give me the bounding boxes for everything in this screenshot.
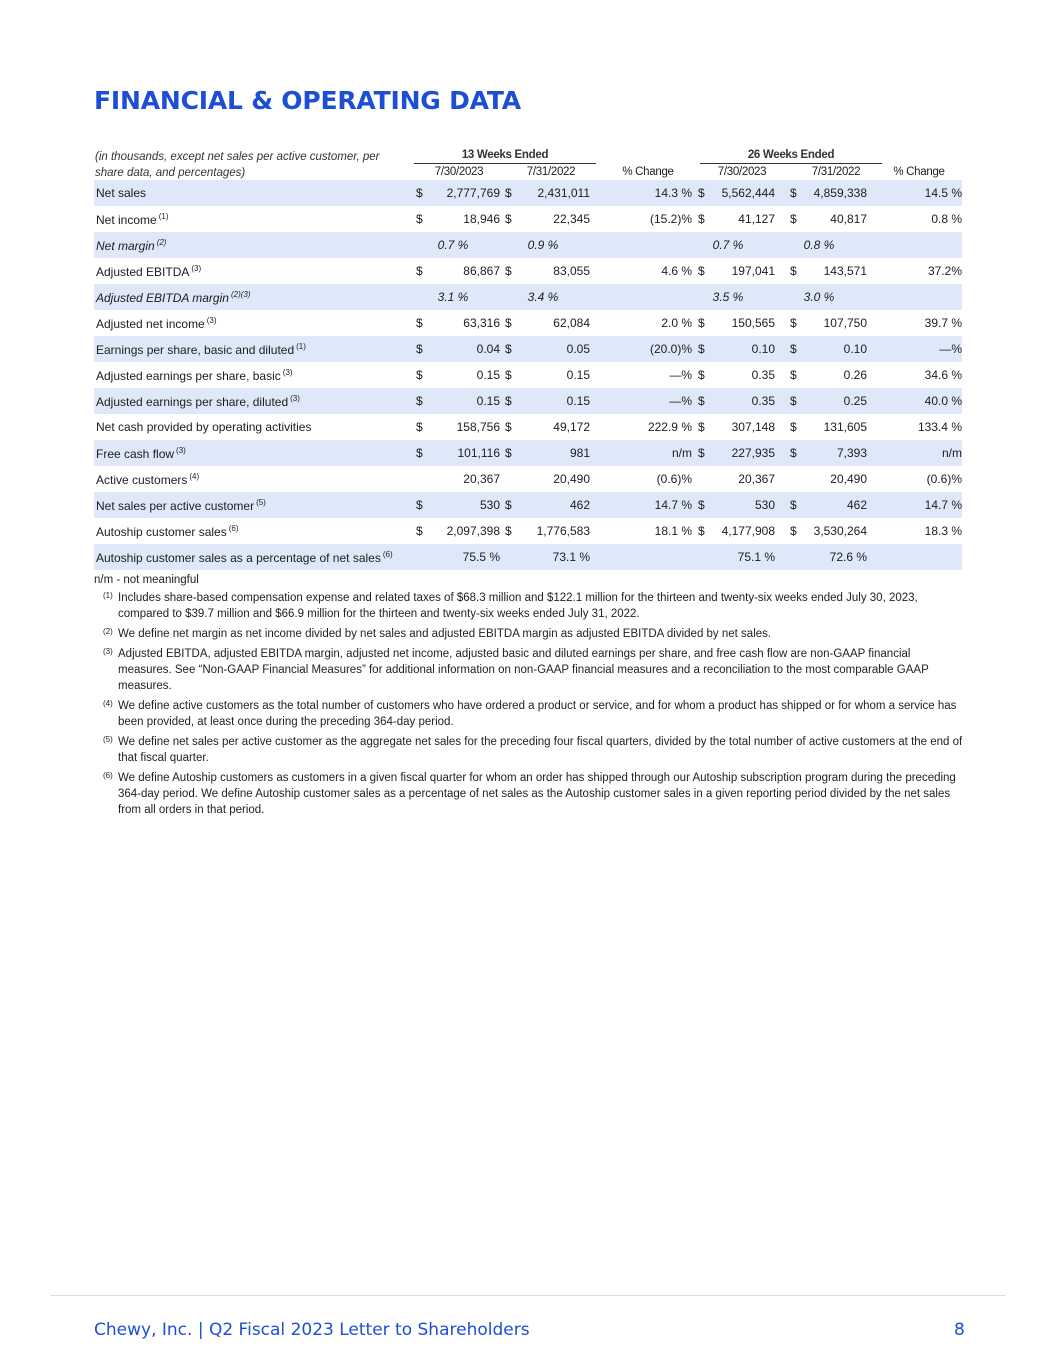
row-label-text: Active customers [96, 473, 188, 487]
footnote-text: We define Autoship customers as customers in a given fiscal quarter for whom an order has shipped through our Autoship subscription program during the preceding 364-day period. We define Autoship customer sales as a percentage of net sales as the Autoship customer sales in a given reporting period divided by the net sales from all orders in that period. [118, 772, 956, 816]
currency-symbol: $ [505, 368, 512, 382]
col-13-2022: 7/31/2022 [526, 166, 576, 178]
value-cell: 3.1 % [437, 290, 469, 304]
table-row [94, 336, 962, 362]
value-cell: 41,127 [738, 212, 775, 226]
percent-change-cell: (15.2)% [649, 212, 692, 226]
footnote-ref: (3) [282, 368, 293, 377]
currency-symbol: $ [790, 342, 797, 356]
percent-change-cell: 133.4 % [917, 420, 962, 434]
value-cell: 307,148 [731, 420, 775, 434]
table-row [94, 258, 962, 284]
percent-change-cell: 37.2% [927, 264, 962, 278]
percent-change-cell: 4.6 % [661, 264, 692, 278]
currency-symbol: $ [790, 368, 797, 382]
table-unit-note: (in thousands, except net sales per active customer, per share data, and percentages) [95, 151, 380, 179]
footnote-ref: (2) [156, 238, 167, 247]
currency-symbol: $ [416, 212, 423, 226]
percent-change-cell: —% [669, 368, 692, 382]
row-label-text: Adjusted earnings per share, diluted [96, 395, 289, 409]
footnote-ref: (5) [256, 498, 266, 507]
value-cell: 49,172 [553, 420, 590, 434]
value-cell: 0.05 [566, 342, 590, 356]
table-row [94, 284, 962, 310]
currency-symbol: $ [505, 394, 512, 408]
currency-symbol: $ [698, 446, 705, 460]
row-label-text: Net margin [96, 239, 155, 253]
value-cell: 20,367 [738, 472, 775, 486]
currency-symbol: $ [505, 342, 512, 356]
footnote-mark: (2) [103, 627, 113, 636]
value-cell: 227,935 [731, 446, 775, 460]
footnote-mark: (5) [103, 735, 113, 744]
value-cell: 63,316 [463, 316, 500, 330]
row-label-text: Net cash provided by operating activities [96, 420, 312, 434]
footnote-mark: (4) [103, 699, 113, 708]
percent-change-cell: 14.5 % [924, 186, 962, 200]
table-row [94, 310, 962, 336]
currency-symbol: $ [698, 186, 705, 200]
value-cell: 0.10 [843, 342, 867, 356]
footnote-text: We define active customers as the total number of customers who have ordered a product or service, and for whom a product has shipped or for whom a service has been provided, at least once during the preceding 364-day period. [118, 700, 957, 728]
footnote-item [94, 590, 964, 622]
currency-symbol: $ [505, 264, 512, 278]
value-cell: 530 [479, 498, 500, 512]
percent-change-cell: 40.0 % [924, 394, 962, 408]
group-26-underline [700, 163, 882, 164]
currency-symbol: $ [790, 446, 797, 460]
footer-divider [50, 1295, 1006, 1296]
percent-change-cell: 34.6 % [924, 368, 962, 382]
row-label-text: Adjusted EBITDA [96, 265, 190, 279]
currency-symbol: $ [416, 394, 423, 408]
currency-symbol: $ [790, 394, 797, 408]
value-cell: 62,084 [553, 316, 590, 330]
footnote-mark: (1) [103, 591, 113, 600]
percent-change-cell: n/m [941, 446, 962, 460]
row-label-text: Autoship customer sales [96, 525, 227, 539]
value-cell: 73.1 % [552, 550, 590, 564]
row-label-text: Net sales [96, 186, 147, 200]
currency-symbol: $ [416, 498, 423, 512]
footnote-text: We define net margin as net income divided by net sales and adjusted EBITDA margin as adjusted EBITDA divided by net sales. [118, 628, 772, 640]
currency-symbol: $ [698, 394, 705, 408]
col-13-change: % Change [622, 166, 674, 178]
value-cell: 107,750 [823, 316, 867, 330]
currency-symbol: $ [505, 524, 512, 538]
value-cell: 462 [569, 498, 590, 512]
value-cell: 143,571 [823, 264, 867, 278]
currency-symbol: $ [416, 368, 423, 382]
row-label [96, 498, 266, 513]
value-cell: 0.9 % [527, 238, 559, 252]
row-label-text: Adjusted net income [96, 317, 205, 331]
row-label [96, 368, 293, 383]
currency-symbol: $ [790, 420, 797, 434]
value-cell: 20,490 [830, 472, 867, 486]
group-26-weeks: 26 Weeks Ended [747, 149, 835, 161]
currency-symbol: $ [698, 368, 705, 382]
row-label-text: Adjusted earnings per share, basic [96, 369, 281, 383]
percent-change-cell: 14.3 % [654, 186, 692, 200]
row-label-text: Free cash flow [96, 447, 175, 461]
table-row [94, 544, 962, 570]
currency-symbol: $ [416, 524, 423, 538]
footnote-ref: (3) [191, 264, 202, 273]
col-26-2022: 7/31/2022 [811, 166, 861, 178]
value-cell: 0.35 [751, 394, 775, 408]
footnote-ref: (6) [228, 524, 239, 533]
percent-change-cell: 0.8 % [931, 212, 962, 226]
value-cell: 0.7 % [437, 238, 469, 252]
row-label-text: Earnings per share, basic and diluted [96, 343, 295, 357]
row-label [96, 472, 199, 487]
footnotes [94, 572, 964, 822]
value-cell: 20,367 [463, 472, 500, 486]
table-row [94, 362, 962, 388]
percent-change-cell: (0.6)% [926, 472, 962, 486]
value-cell: 0.8 % [803, 238, 835, 252]
value-cell: 5,562,444 [721, 186, 775, 200]
table-row [94, 492, 962, 518]
footnote-ref: (1) [158, 212, 169, 221]
row-label [96, 342, 306, 357]
footnote-text: We define net sales per active customer as the aggregate net sales for the preceding four fiscal quarters, divided by the total number of active customers at the end of that fiscal quarter. [118, 736, 963, 764]
percent-change-cell: n/m [671, 446, 692, 460]
table-row [94, 466, 962, 492]
value-cell: 3.4 % [527, 290, 559, 304]
footnote-text: Includes share-based compensation expense and related taxes of $68.3 million and $122.1 million for the thirteen and twenty-six weeks ended July 30, 2023, compared to $39.7 million and $66.9 million for the thirteen and twenty-six weeks ended July 31, 2022. [118, 592, 918, 620]
percent-change-cell: 14.7 % [654, 498, 692, 512]
value-cell: 0.10 [751, 342, 775, 356]
value-cell: 2,431,011 [537, 186, 590, 200]
row-label-text: Net sales per active customer [96, 499, 255, 513]
footnote-text: Adjusted EBITDA, adjusted EBITDA margin, adjusted net income, adjusted basic and diluted earnings per share, and free cash flow are non-GAAP financial measures. See “Non-GAAP Financial Measures” for additional information on non-GAAP financial measures and a reconciliation to the most comparable GAAP measures. [118, 648, 929, 692]
table-row [94, 180, 962, 206]
value-cell: 3.5 % [712, 290, 744, 304]
currency-symbol: $ [698, 498, 705, 512]
value-cell: 101,116 [457, 446, 500, 460]
group-13-underline [414, 163, 596, 164]
row-label-text: Autoship customer sales as a percentage of net sales [96, 551, 381, 565]
currency-symbol: $ [505, 212, 512, 226]
percent-change-cell: (0.6)% [656, 472, 692, 486]
currency-symbol: $ [416, 342, 423, 356]
row-label [96, 446, 186, 461]
percent-change-cell: (20.0)% [649, 342, 692, 356]
percent-change-cell: 18.1 % [654, 524, 692, 538]
footnote-item [94, 626, 964, 642]
value-cell: 75.1 % [737, 550, 775, 564]
value-cell: 18,946 [463, 212, 500, 226]
value-cell: 0.15 [566, 368, 590, 382]
footnote-ref: (1) [296, 342, 306, 351]
currency-symbol: $ [790, 264, 797, 278]
value-cell: 530 [754, 498, 775, 512]
value-cell: 4,859,338 [813, 186, 867, 200]
row-label-text: Adjusted EBITDA margin [96, 291, 229, 305]
value-cell: 0.04 [476, 342, 500, 356]
row-label [96, 420, 311, 434]
value-cell: 22,345 [553, 212, 590, 226]
currency-symbol: $ [698, 316, 705, 330]
value-cell: 0.25 [843, 394, 867, 408]
currency-symbol: $ [505, 446, 512, 460]
page-number: 8 [954, 1320, 965, 1340]
value-cell: 981 [569, 446, 590, 460]
row-label [96, 212, 168, 227]
currency-symbol: $ [698, 420, 705, 434]
row-label [96, 238, 166, 253]
currency-symbol: $ [790, 316, 797, 330]
currency-symbol: $ [790, 498, 797, 512]
value-cell: 75.5 % [462, 550, 500, 564]
value-cell: 3.0 % [803, 290, 835, 304]
value-cell: 158,756 [456, 420, 500, 434]
footnote-ref: (3) [290, 394, 300, 403]
percent-change-cell: —% [939, 342, 962, 356]
footnote-ref: (3) [206, 316, 217, 325]
page-title: FINANCIAL & OPERATING DATA [94, 86, 521, 115]
value-cell: 4,177,908 [721, 524, 775, 538]
table-row [94, 206, 962, 232]
value-cell: 131,605 [823, 420, 867, 434]
footnote-ref: (3) [176, 446, 186, 455]
currency-symbol: $ [505, 186, 512, 200]
percent-change-cell: —% [669, 394, 692, 408]
row-label [96, 290, 251, 305]
value-cell: 0.15 [476, 394, 500, 408]
currency-symbol: $ [416, 446, 423, 460]
footnote-item [94, 770, 964, 818]
currency-symbol: $ [698, 342, 705, 356]
row-label [96, 316, 217, 331]
value-cell: 0.15 [476, 368, 500, 382]
value-cell: 2,097,398 [446, 524, 500, 538]
value-cell: 1,776,583 [536, 524, 590, 538]
row-label [96, 394, 300, 409]
footer-title: Chewy, Inc. | Q2 Fiscal 2023 Letter to Shareholders [94, 1320, 530, 1340]
footnote-item [94, 734, 964, 766]
footnote-item [94, 698, 964, 730]
col-26-change: % Change [893, 166, 945, 178]
footnote-mark: (3) [103, 647, 113, 656]
currency-symbol: $ [416, 316, 423, 330]
table-row [94, 388, 962, 414]
value-cell: 83,055 [553, 264, 590, 278]
footnote-ref: (2)(3) [230, 290, 251, 299]
value-cell: 197,041 [731, 264, 775, 278]
value-cell: 150,565 [731, 316, 775, 330]
value-cell: 0.15 [566, 394, 590, 408]
currency-symbol: $ [416, 264, 423, 278]
value-cell: 7,393 [836, 446, 867, 460]
row-label [96, 186, 146, 200]
currency-symbol: $ [416, 186, 423, 200]
value-cell: 0.26 [843, 368, 867, 382]
nm-note: n/m - not meaningful [94, 574, 199, 586]
currency-symbol: $ [416, 420, 423, 434]
table-row [94, 232, 962, 258]
footnote-ref: (6) [382, 550, 393, 559]
currency-symbol: $ [790, 524, 797, 538]
percent-change-cell: 2.0 % [661, 316, 692, 330]
currency-symbol: $ [505, 498, 512, 512]
value-cell: 3,530,264 [813, 524, 867, 538]
value-cell: 40,817 [830, 212, 867, 226]
col-26-2023: 7/30/2023 [717, 166, 767, 178]
currency-symbol: $ [698, 524, 705, 538]
value-cell: 462 [846, 498, 867, 512]
footnote-mark: (6) [103, 771, 113, 780]
value-cell: 72.6 % [829, 550, 867, 564]
col-13-2023: 7/30/2023 [434, 166, 484, 178]
group-13-weeks: 13 Weeks Ended [461, 149, 549, 161]
percent-change-cell: 39.7 % [924, 316, 962, 330]
footnote-ref: (4) [189, 472, 200, 481]
value-cell: 2,777,769 [446, 186, 500, 200]
currency-symbol: $ [505, 420, 512, 434]
table-row [94, 440, 962, 466]
row-label-text: Net income [96, 213, 157, 227]
percent-change-cell: 222.9 % [647, 420, 692, 434]
currency-symbol: $ [790, 212, 797, 226]
footnote-item [94, 646, 964, 694]
value-cell: 20,490 [553, 472, 590, 486]
currency-symbol: $ [790, 186, 797, 200]
currency-symbol: $ [505, 316, 512, 330]
value-cell: 86,867 [463, 264, 500, 278]
currency-symbol: $ [698, 212, 705, 226]
value-cell: 0.7 % [712, 238, 744, 252]
table-row [94, 414, 962, 440]
percent-change-cell: 14.7 % [924, 498, 962, 512]
percent-change-cell: 18.3 % [924, 524, 962, 538]
row-label [96, 264, 201, 279]
value-cell: 0.35 [751, 368, 775, 382]
row-label [96, 524, 239, 539]
row-label [96, 550, 393, 565]
currency-symbol: $ [698, 264, 705, 278]
table-row [94, 518, 962, 544]
